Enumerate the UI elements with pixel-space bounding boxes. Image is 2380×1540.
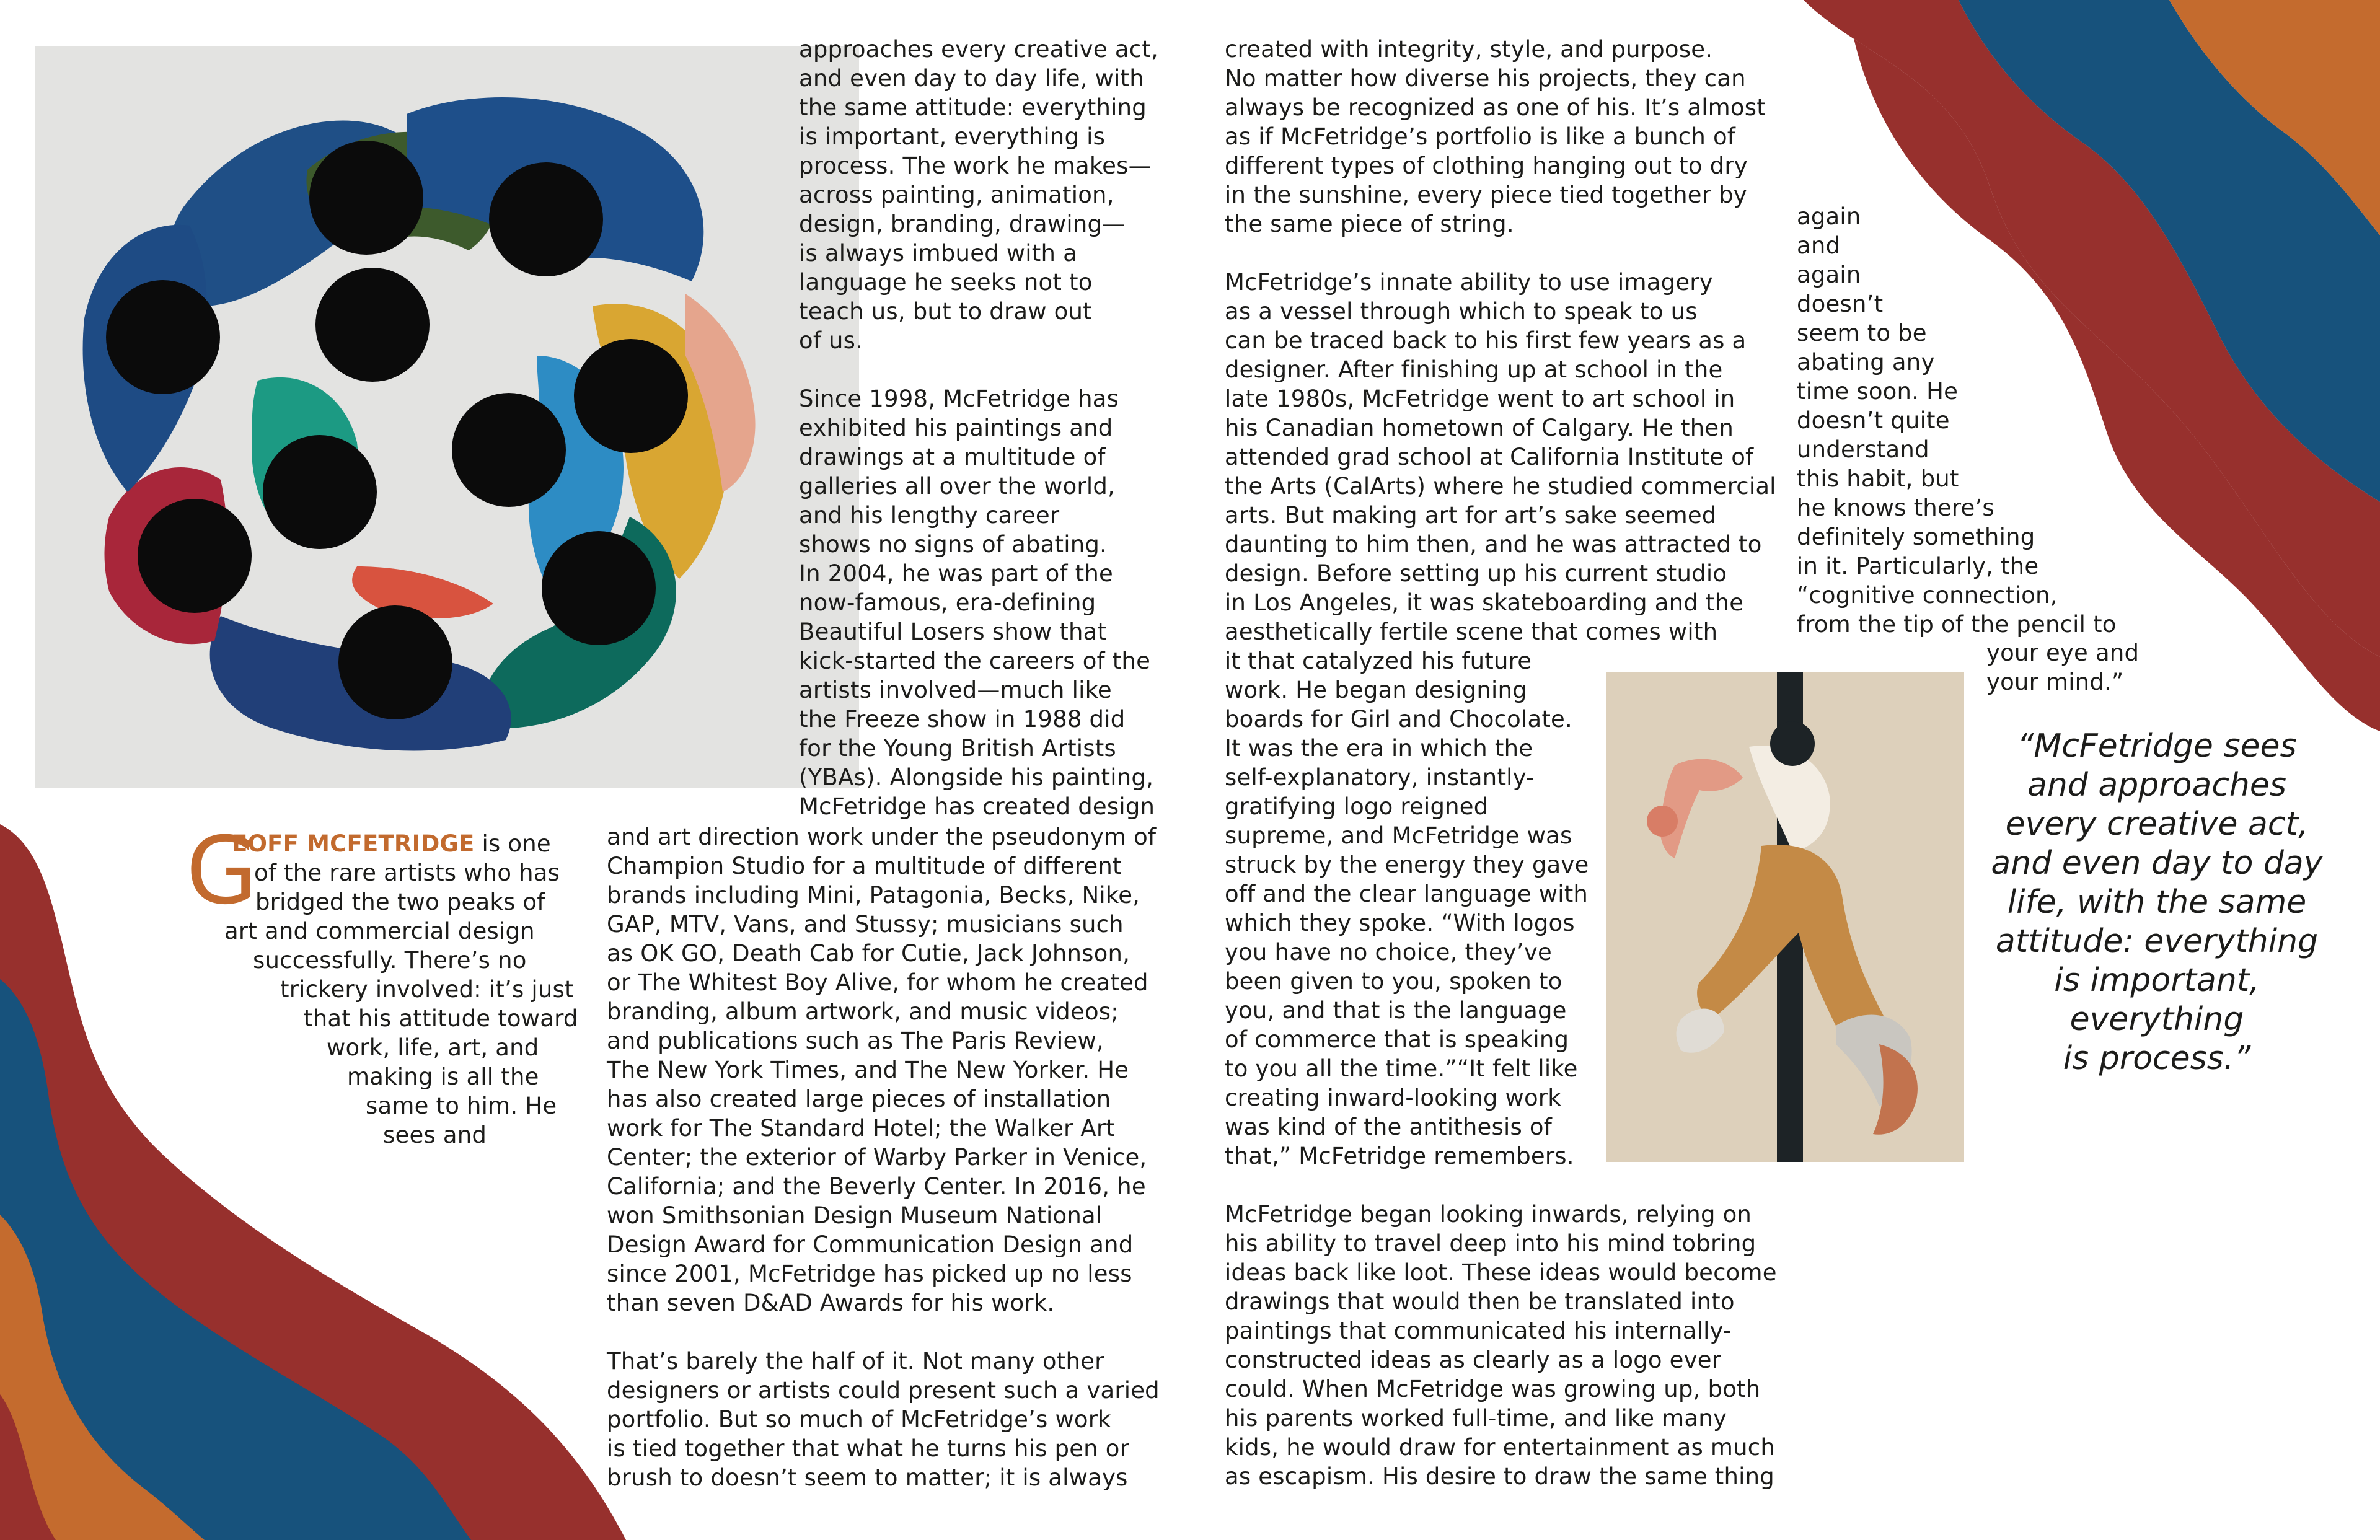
artist-name: EOFF MCFETRIDGE	[232, 830, 475, 857]
intro-line-1-text: is one	[474, 830, 551, 857]
intro-line-4: art and commercial design	[224, 918, 535, 944]
intro-line-6: trickery involved: it’s just	[280, 976, 574, 1003]
paragraph-integrity: created with integrity, style, and purpose. No matter how diverse his projects, they can always be recognized as one of his. It’s almost as if McFetridge’s portfolio is like a bunch of different types of clothing hanging out to dry in the sunshine, every piece tied together by the same piece of string.	[1225, 36, 1766, 237]
column-3	[1225, 35, 1783, 1491]
paragraph-skateboarding: it that catalyzed his future work. He began designing boards for Girl and Chocolate. It was the era in which the self-explanatory, instantly- gratifying logo reigned supreme, and McFetridge was struck by the energy they gave off and the clear language with which they spoke. “With logos you have no choice, they’ve been given to you, spoken to you, and that is the language of commerce that is speaking to you all the time.”“It felt like creating inward-looking work was kind of the antithesis of that,” McFetridge remembers.	[1225, 648, 1589, 1169]
intro-line-8: work, life, art, and	[327, 1034, 539, 1061]
dot	[542, 531, 656, 645]
dot	[263, 435, 377, 549]
paragraph-looking-inwards: McFetridge began looking inwards, relying on his ability to travel deep into his mind tobring ideas back like loot. These ideas would become drawings that would then be translated into paintings that communicated his internally- constructed ideas as clearly as a logo ever could. When McFetridge was growing up, both his parents worked full-time, and like many kids, he would draw for entertainment as much as escapism. His desire to draw the same thing	[1225, 1201, 1777, 1490]
dot	[138, 499, 252, 613]
dot	[315, 268, 430, 382]
dot	[106, 280, 220, 394]
paragraph-again-and-again: again and again doesn’t seem to be abating any time soon. He doesn’t quite understand this habit, but he knows there’s definitely something in it. Particularly, the “cognitive connection, from the tip of the pencil to	[1797, 203, 2117, 638]
dot	[489, 162, 603, 276]
intro-line-11: sees and	[383, 1122, 487, 1148]
dot	[309, 141, 423, 255]
paragraph-champion-studio: and art direction work under the pseudonym of Champion Studio for a multitude of different brands including Mini, Patagonia, Becks, Nike, GAP, MTV, Vans, and Stussy; musicians such as OK GO, Death Cab for Cutie, Jack Johnson, or The Whitest Boy Alive, for whom he created branding, album artwork, and music videos; and publications such as The Paris Review, The New York Times, and The New Yorker. He has also created large pieces of installation work for The Standard Hotel; the Walker Art Center; the exterior of Warby Parker in Venice, California; and the Beverly Center. In 2016, he won Smithsonian Design Museum National Design Award for Communication Design and since 2001, McFetridge has picked up no less than seven D&AD Awards for his work.	[607, 824, 1157, 1316]
pull-quote: “McFetridge sees and approaches every creative act, and even day to day life, with the same attitude: everything is important, everything is process.”	[1991, 728, 2323, 1077]
artwork-circle-of-figures	[35, 46, 859, 788]
column-2-wide	[607, 822, 1165, 1492]
dot	[574, 339, 688, 453]
intro-line-2: of the rare artists who has	[254, 860, 560, 886]
intro-line-3: bridged the two peaks of	[255, 889, 545, 915]
dot	[452, 393, 566, 507]
dot	[338, 605, 452, 719]
paragraph-since-1998: Since 1998, McFetridge has exhibited his paintings and drawings at a multitude of galleries all over the world, and his lengthy career shows no signs of abating. In 2004, he was part of the now-famous, era-defining Beautiful Losers show that kick-started the careers of the artists involved—much like the Freeze show in 1988 did for the Young British Artists (YBAs). Alongside his painting, McFetridge has created design	[799, 385, 1155, 820]
intro-line-10: same to him. He	[366, 1093, 557, 1119]
artwork-circle-painting	[35, 46, 859, 788]
paragraph-your-eye: your eye and your mind.”	[1986, 640, 2140, 695]
intro-line-7: that his attitude toward	[304, 1005, 578, 1032]
intro-line-9: making is all the	[347, 1063, 539, 1090]
column-4	[1797, 202, 2144, 639]
paragraph-barely-half: That’s barely the half of it. Not many other designers or artists could present such a varied portfolio. But so much of McFetridge’s work is tied together that what he turns his pen or brush to doesn’t seem to matter; it is always	[607, 1348, 1160, 1491]
column-4-tail	[1986, 638, 2172, 697]
drop-cap: G	[186, 817, 258, 925]
intro-line-5: successfully. There’s no	[253, 947, 527, 974]
paragraph-innate-ability: McFetridge’s innate ability to use imagery as a vessel through which to speak to us can be traced back to his first few years as a designer. After finishing up at school in the late 1980s, McFetridge went to art school in his Canadian hometown of Calgary. He then attended grad school at California Institute of the Arts (CalArts) where he studied commercial arts. But making art for art’s sake seemed daunting to him then, and he was attracted to design. Before setting up his current studio in Los Angeles, it was skateboarding and the aesthetically fertile scene that comes with	[1225, 269, 1776, 645]
intro-paragraph	[0, 829, 580, 1150]
column-2-upper	[799, 35, 1171, 821]
intro-line-1	[232, 829, 580, 858]
paragraph-approaches: approaches every creative act, and even day to day life, with the same attitude: everything is important, everything is process. The work he makes— across painting, animation, design, branding, drawing— is always imbued with a language he seeks not to teach us, but to draw out of us.	[799, 36, 1158, 354]
